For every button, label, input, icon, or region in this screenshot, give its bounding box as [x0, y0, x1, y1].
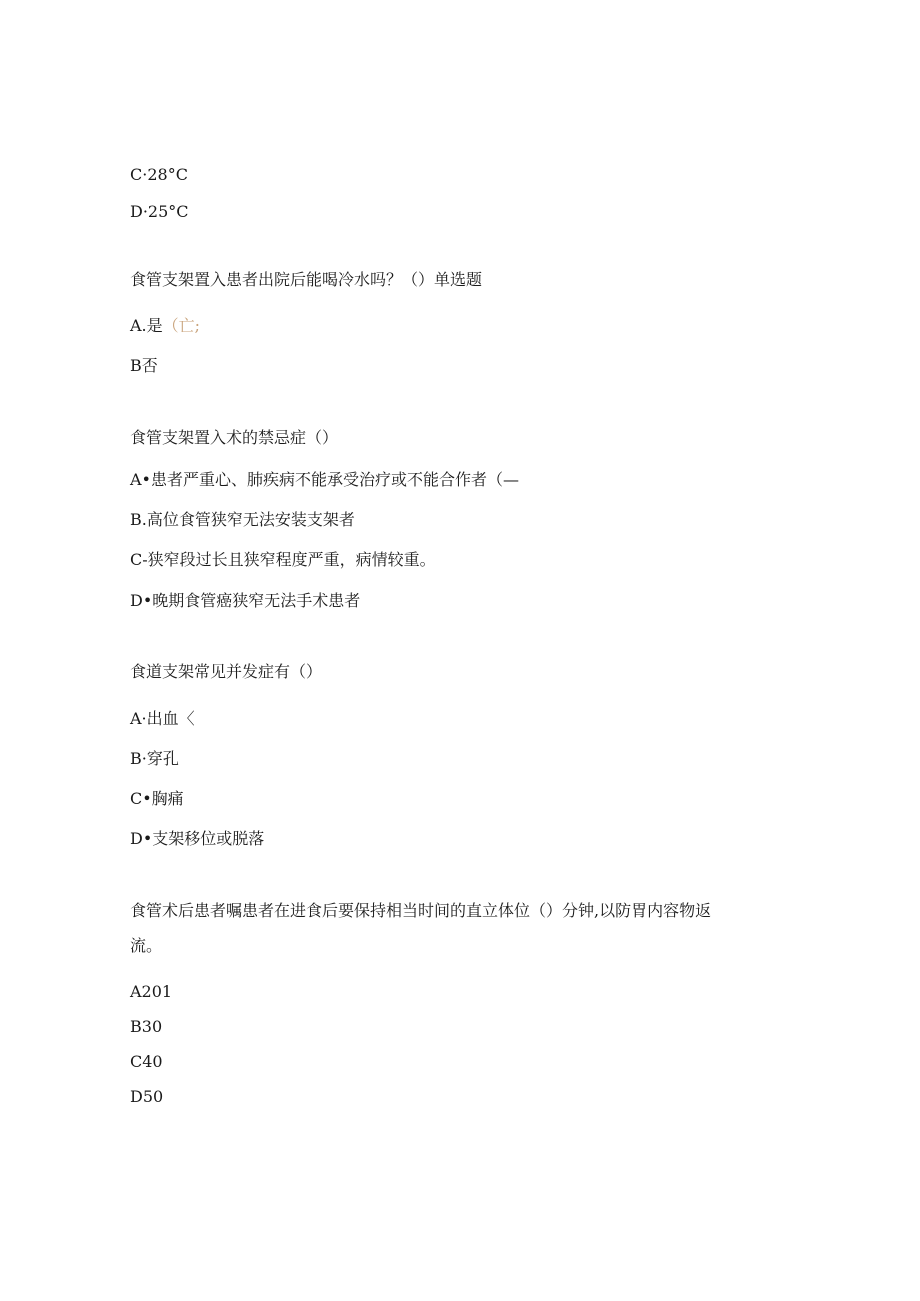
answer-mark: （亡; — [162, 316, 201, 335]
question-4-text-line-2: 流。 — [130, 936, 163, 955]
question-3-option-d: D•支架移位或脱落 — [130, 829, 265, 848]
question-3-option-b: B·穿孔 — [130, 749, 179, 768]
question-2-option-c: C-狭窄段过长且狭窄程度严重，病情较重。 — [130, 550, 436, 569]
question-4-option-b: B30 — [130, 1017, 163, 1036]
question-2-option-b: B.高位食管狭窄无法安装支架者 — [130, 510, 355, 529]
question-2-option-d: D•晚期食管癌狭窄无法手术患者 — [130, 591, 361, 610]
option-a-label: A.是 — [130, 316, 163, 335]
question-1-option-b: B否 — [130, 356, 158, 375]
question-4-option-d: D50 — [130, 1087, 164, 1106]
question-3-option-a: A·出血〈 — [130, 709, 195, 728]
option-d-fragment: D·25°C — [130, 202, 189, 221]
question-4-option-a: A201 — [130, 982, 173, 1001]
question-4-option-c: C40 — [130, 1052, 163, 1071]
question-4-text-line-1: 食管术后患者嘱患者在进食后要保持相当时间的直立体位（）分钟,以防胃内容物返 — [130, 901, 712, 920]
question-1-text: 食管支架置入患者出院后能喝冷水吗？（）单选题 — [130, 270, 483, 289]
option-c-fragment: C·28°C — [130, 165, 188, 184]
question-3-option-c: C•胸痛 — [130, 789, 184, 808]
question-3-text: 食道支架常见并发症有（） — [130, 662, 323, 681]
question-2-text: 食管支架置入术的禁忌症（） — [130, 428, 339, 447]
question-2-option-a: A•患者严重心、肺疾病不能承受治疗或不能合作者（— — [130, 470, 519, 489]
question-1-option-a — [130, 316, 200, 336]
